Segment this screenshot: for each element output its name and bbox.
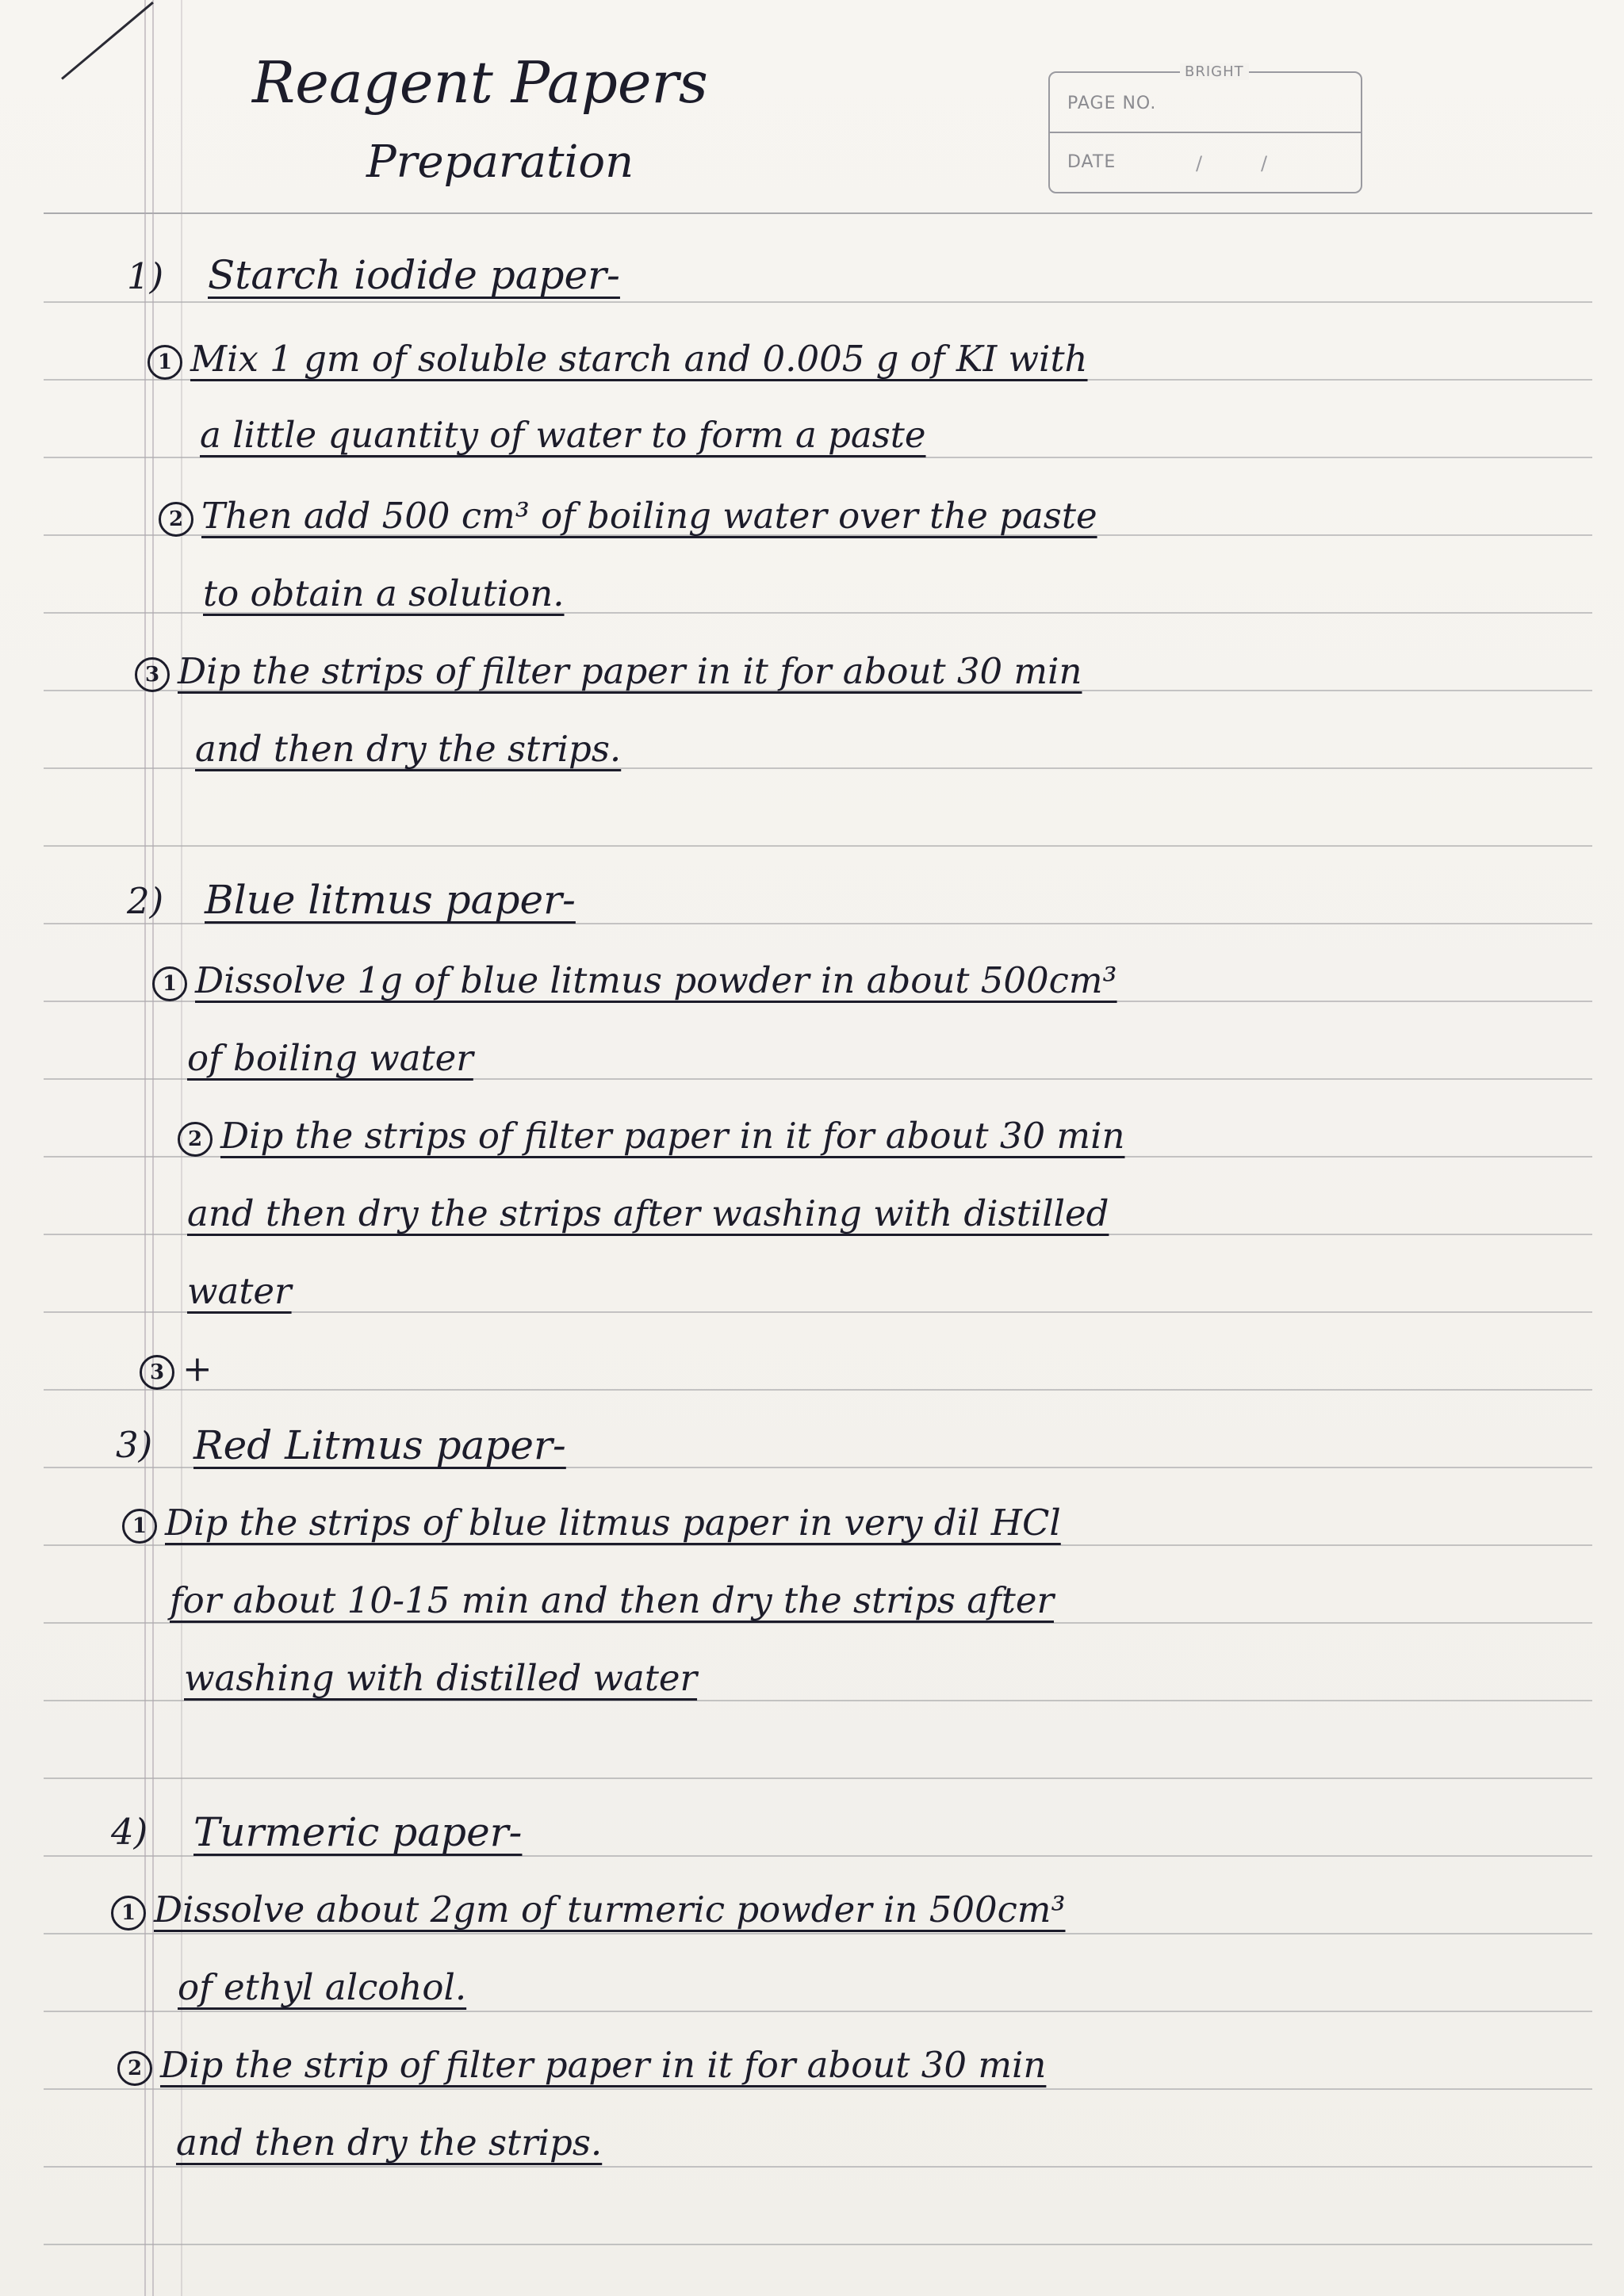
- step-line: of ethyl alcohol.: [178, 1966, 467, 2008]
- section-heading: Blue litmus paper-: [205, 877, 576, 923]
- step-line: for about 10-15 min and then dry the strips after: [170, 1579, 1054, 1621]
- page-no-label: PAGE NO.: [1067, 94, 1157, 113]
- step-line: 1 Dissolve about 2gm of turmeric powder in 500cm³: [111, 1888, 1066, 1931]
- ruled-line: [44, 1622, 1592, 1624]
- brand-label: BRIGHT: [1180, 63, 1249, 80]
- section-number: 2): [127, 880, 164, 922]
- date-label: DATE: [1067, 152, 1116, 172]
- ruled-line: [44, 2244, 1592, 2245]
- step-line: 1 Mix 1 gm of soluble starch and 0.005 g of KI with: [147, 338, 1088, 380]
- step-line: to obtain a solution.: [203, 572, 565, 614]
- date-separator: /: [1196, 152, 1203, 174]
- step-line: and then dry the strips.: [176, 2122, 603, 2164]
- section-heading: Red Litmus paper-: [193, 1422, 566, 1468]
- step-line: 2 Dip the strip of filter paper in it for about 30 min: [117, 2044, 1046, 2086]
- page-subtitle: Preparation: [366, 136, 634, 188]
- step-line: 2 Dip the strips of filter paper in it for about 30 min: [178, 1115, 1124, 1157]
- pen-stroke: [61, 2, 154, 80]
- section-number: 4): [111, 1811, 148, 1853]
- ruled-line: [44, 457, 1592, 458]
- ruled-line: [44, 1855, 1592, 1857]
- step-line: of boiling water: [187, 1037, 473, 1079]
- step-line: 1 Dip the strips of blue litmus paper in very dil HCl: [122, 1502, 1061, 1544]
- margin-line: [144, 0, 146, 2296]
- page-date-box: [1048, 71, 1362, 193]
- step-line: 2 Then add 500 cm³ of boiling water over the paste: [159, 495, 1097, 537]
- header-rule: [44, 212, 1592, 214]
- ruled-line: [44, 301, 1592, 303]
- step-line: 3 Dip the strips of filter paper in it for about 30 min: [135, 650, 1082, 692]
- section-number: 3): [116, 1424, 153, 1466]
- ruled-line: [44, 1389, 1592, 1391]
- step-line: water: [187, 1270, 292, 1312]
- step-line: a little quantity of water to form a paste: [200, 414, 926, 456]
- step-line: 1 Dissolve 1g of blue litmus powder in about 500cm³: [152, 959, 1117, 1001]
- step-line: and then dry the strips.: [195, 728, 622, 770]
- ruled-line: [44, 2011, 1592, 2012]
- ruled-line: [44, 2088, 1592, 2090]
- ruled-line: [44, 923, 1592, 924]
- ruled-line: [44, 1777, 1592, 1779]
- ruled-line: [44, 1933, 1592, 1934]
- ruled-line: [44, 1700, 1592, 1701]
- ruled-line: [44, 845, 1592, 847]
- section-heading: Starch iodide paper-: [208, 252, 620, 298]
- ruled-line: [44, 1544, 1592, 1546]
- section-heading: Turmeric paper-: [193, 1809, 523, 1855]
- section-number: 1): [127, 255, 164, 297]
- date-separator: /: [1261, 152, 1268, 174]
- page-title: Reagent Papers: [252, 49, 708, 116]
- ruled-line: [44, 2166, 1592, 2168]
- step-line: washing with distilled water: [184, 1657, 698, 1699]
- struck-step: 3 +: [140, 1348, 213, 1390]
- step-line: and then dry the strips after washing with distilled: [187, 1192, 1109, 1234]
